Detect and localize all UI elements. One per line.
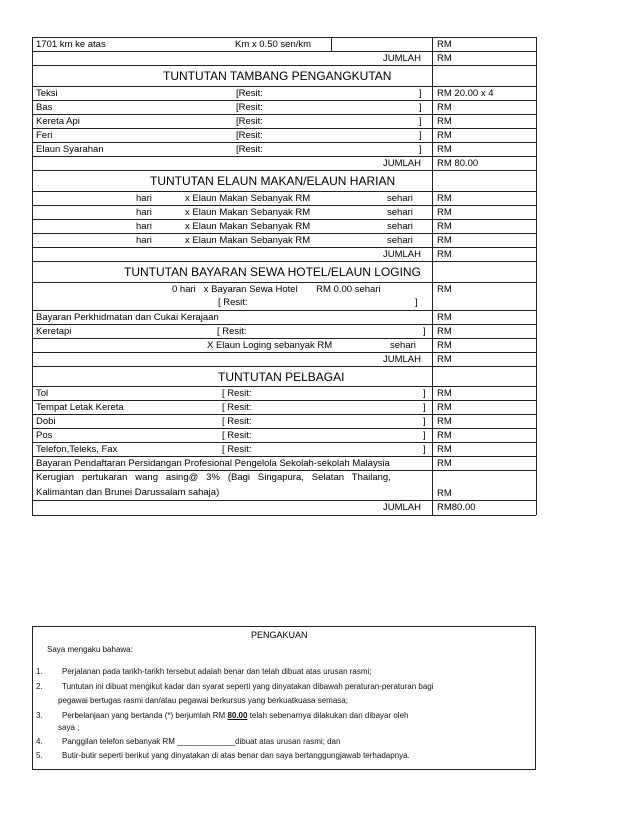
meal-total: RM [437,249,452,260]
transport-label-kereta-api: Kereta Api [36,116,80,127]
hotel-jumlah-label: JUMLAH [383,354,422,365]
transport-section-title: TUNTUTAN TAMBANG PENGANGKUTAN [163,69,392,83]
misc-rm-pos: RM [437,430,452,441]
meal-section-title: TUNTUTAN ELAUN MAKAN/ELAUN HARIAN [150,174,396,188]
misc-resit: [ Resit: [222,388,252,399]
misc-exchange-line1: Kerugian pertukaran wang asing@ 3% (Bagi Singapura, Selatan Thailang, [36,472,391,483]
declaration-item-5: Butir-butir seperti berikut yang dinyatakan di atas benar dan saya bertanggungjawab terhadapnya. [62,751,410,760]
declaration-number-5: 5. [36,751,43,760]
meal-hari: hari [136,221,152,232]
misc-label-telefon: Telefon,Teleks, Fax [36,444,118,455]
declaration-number-3: 3. [36,711,43,720]
meal-rm: RM [437,221,452,232]
declaration-intro: Saya mengaku bahawa: [47,645,133,654]
distance-jumlah-label: JUMLAH [383,53,422,64]
declaration-item-4 [62,738,340,746]
transport-resit-close: ] [419,144,422,155]
misc-resit-close: ] [423,444,426,455]
transport-rm-feri: RM [437,130,452,141]
declaration-number-1: 1. [36,667,43,676]
misc-rm-dobi: RM [437,416,452,427]
declaration-item-3-line1 [62,712,408,720]
transport-resit-close: ] [419,130,422,141]
transport-label-bas: Bas [36,102,53,113]
declaration-item-2-line2: pegawai bertugas rasmi dan/atau pegawai berkursus yang berkuatkuasa semasa; [58,696,348,705]
declaration-item-1: Perjalanan pada tarikh-tarikh tersebut adalah benar dan telah dibuat atas urusan rasmi; [62,667,372,676]
meal-desc: x Elaun Makan Sebanyak RM [185,235,311,246]
misc-rm-telefon: RM [437,444,452,455]
misc-resit: [ Resit: [222,416,252,427]
meal-rm: RM [437,235,452,246]
declaration-item-4-text-end: dibuat atas urusan rasmi; dan [235,737,341,746]
meal-rm: RM [437,207,452,218]
distance-rm: RM [437,39,452,50]
meal-hari: hari [136,235,152,246]
misc-rm-tempat-letak-kereta: RM [437,402,452,413]
transport-total: RM 80.00 [437,158,479,169]
transport-rm-bas: RM [437,102,452,113]
hotel-service-tax-rm: RM [437,312,452,323]
hotel-loging-label: X Elaun Loging sebanyak RM [207,340,333,351]
transport-rm-elaun-syarahan: RM [437,144,452,155]
misc-resit-close: ] [423,430,426,441]
transport-resit-close: ] [419,102,422,113]
meal-sehari: sehari [387,221,413,232]
meal-desc: x Elaun Makan Sebanyak RM [185,193,311,204]
misc-jumlah-label: JUMLAH [383,502,422,513]
declaration-item-3-text-end: telah sebenarnya dilakukan dan dibayar oleh [249,711,409,720]
misc-label-tempat-letak-kereta: Tempat Letak Kereta [36,402,124,413]
hotel-keretapi-label: Keretapi [36,326,72,337]
declaration-item-3-amount: 80.00 [227,711,248,720]
transport-rm-teksi: RM 20.00 x 4 [437,88,494,99]
transport-rm-kereta-api: RM [437,116,452,127]
hotel-service-tax-label: Bayaran Perkhidmatan dan Cukai Kerajaan [36,312,219,323]
distance-jumlah-rm: RM [437,53,452,64]
hotel-resit-close: ] [415,297,418,308]
misc-resit-close: ] [423,416,426,427]
meal-hari: hari [136,207,152,218]
declaration-number-4: 4. [36,737,43,746]
transport-resit: [Resit: [236,116,263,127]
meal-sehari: sehari [387,207,413,218]
declaration-item-2-line1: Tuntutan ini dibuat mengikut kadar dan syarat seperti yang dinyatakan dibawah peraturan-peraturan bagi [62,682,434,691]
transport-label-elaun-syarahan: Elaun Syarahan [36,144,104,155]
hotel-loging-sehari: sehari [390,340,416,351]
transport-jumlah-label: JUMLAH [383,158,422,169]
transport-resit-close: ] [419,88,422,99]
misc-resit: [ Resit: [222,444,252,455]
hotel-rate-line: 0 hari x Bayaran Sewa Hotel RM 0.00 sehari [172,284,381,295]
misc-total: RM80.00 [437,502,476,513]
declaration-number-2: 2. [36,682,43,691]
misc-resit: [ Resit: [222,430,252,441]
misc-conference-label: Bayaran Pendaftaran Persidangan Profesional Pengelola Sekolah-sekolah Malaysia [36,458,390,469]
misc-label-tol: Tol [36,388,49,399]
transport-resit: [Resit: [236,88,263,99]
misc-conference-rm: RM [437,458,452,469]
transport-label-teksi: Teksi [36,88,58,99]
hotel-keretapi-resit: [ Resit: [217,326,247,337]
transport-resit: [Resit: [236,144,263,155]
misc-resit: [ Resit: [222,402,252,413]
misc-label-dobi: Dobi [36,416,56,427]
declaration-item-3-text: Perbelanjaan yang bertanda (*) berjumlah RM [62,711,226,720]
misc-section-title: TUNTUTAN PELBAGAI [218,370,345,384]
declaration-item-4-text: Panggilan telefon sebanyak RM [62,737,175,746]
misc-exchange-line2: Kalimantan dan Brunei Darussalam sahaja) [36,487,220,498]
meal-rm: RM [437,193,452,204]
distance-rate: Km x 0.50 sen/km [235,39,312,50]
meal-hari: hari [136,193,152,204]
distance-label: 1701 km ke atas [36,39,106,50]
declaration-item-3-line2: saya ; [58,723,80,732]
transport-label-feri: Feri [36,130,53,141]
hotel-section-title: TUNTUTAN BAYARAN SEWA HOTEL/ELAUN LOGING [124,265,421,279]
declaration-item-4-blank[interactable]: _____________ [177,737,236,746]
declaration-title: PENGAKUAN [251,630,308,640]
meal-jumlah-label: JUMLAH [383,249,422,260]
meal-desc: x Elaun Makan Sebanyak RM [185,207,311,218]
meal-sehari: sehari [387,235,413,246]
misc-exchange-rm: RM [437,488,452,499]
misc-resit-close: ] [423,402,426,413]
misc-label-pos: Pos [36,430,53,441]
transport-resit: [Resit: [236,130,263,141]
meal-desc: x Elaun Makan Sebanyak RM [185,221,311,232]
meal-sehari: sehari [387,193,413,204]
misc-resit-close: ] [423,388,426,399]
hotel-loging-rm: RM [437,340,452,351]
hotel-keretapi-rm: RM [437,326,452,337]
hotel-resit: [ Resit: [218,297,248,308]
misc-rm-tol: RM [437,388,452,399]
hotel-rm: RM [437,284,452,295]
hotel-keretapi-resit-close: ] [423,326,426,337]
transport-resit: [Resit: [236,102,263,113]
transport-resit-close: ] [419,116,422,127]
hotel-total: RM [437,354,452,365]
